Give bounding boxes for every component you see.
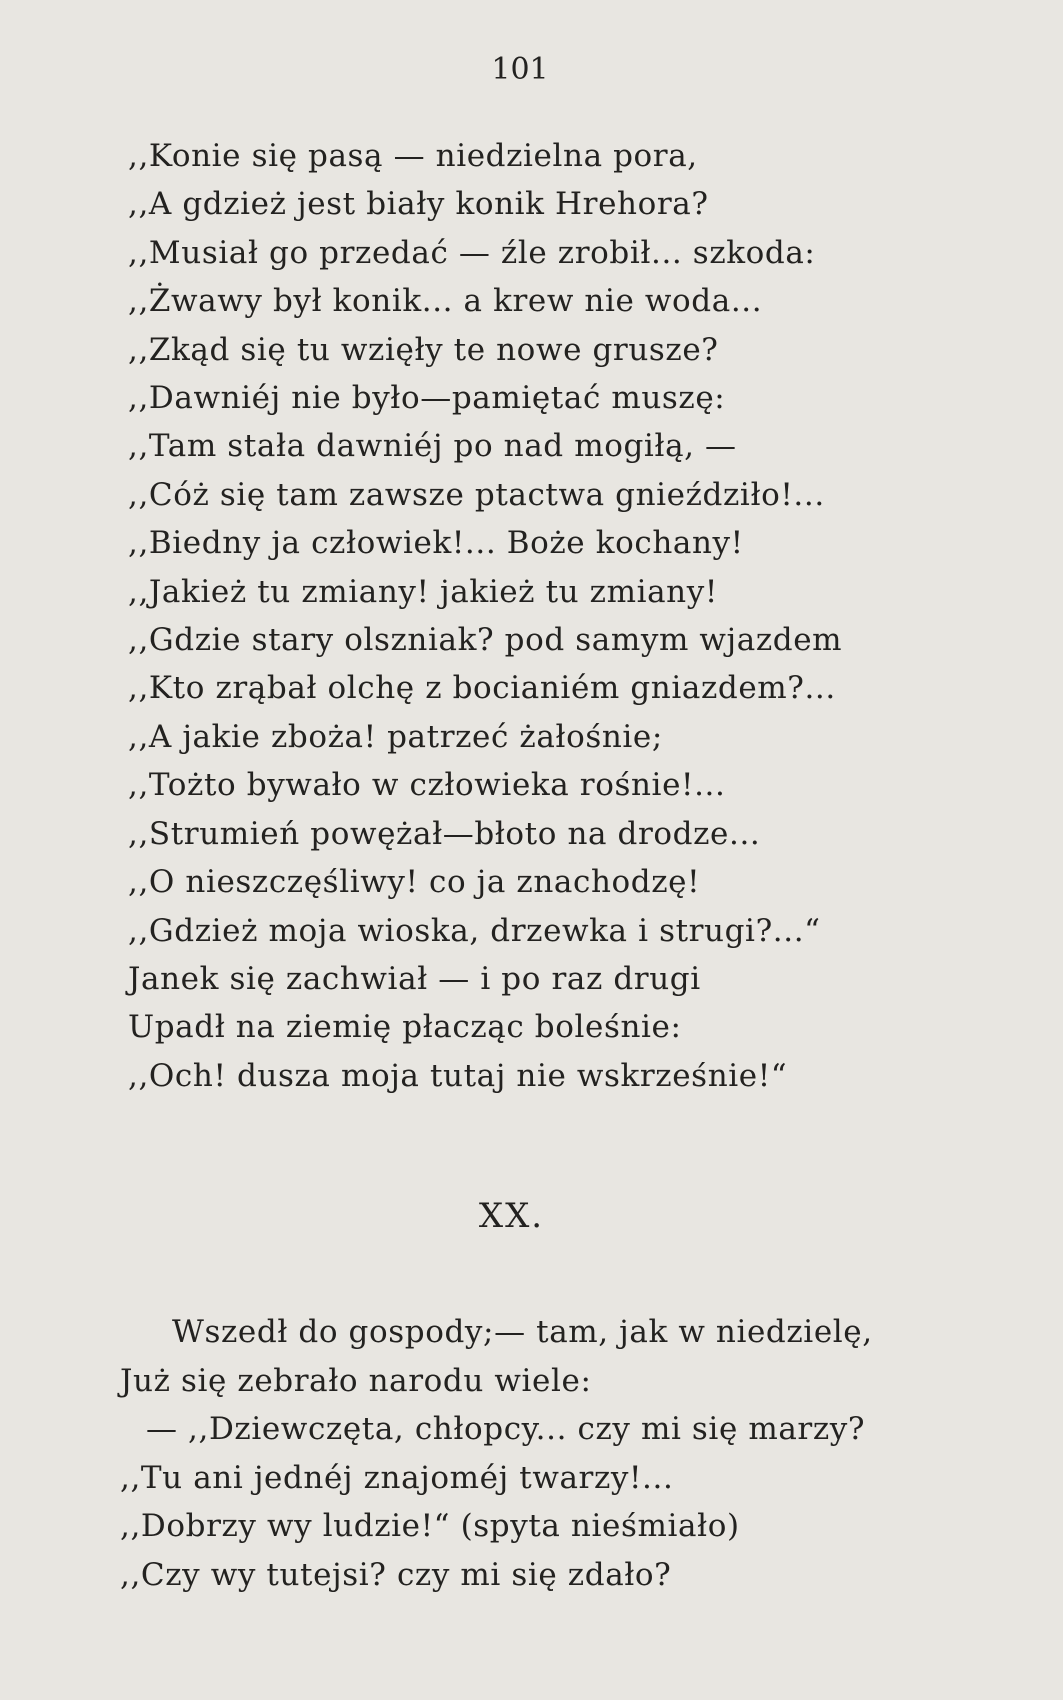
verse-line: Upadł na ziemię płacząc boleśnie: xyxy=(128,1009,682,1046)
verse-line: ,,Czy wy tutejsi? czy mi się zdało? xyxy=(120,1556,672,1593)
verse-line: ,,Och! dusza moja tutaj nie wskrześnie!“ xyxy=(128,1057,788,1094)
verse-line: ,,Strumień powężał—błoto na drodze... xyxy=(128,815,761,852)
verse-line: — ,,Dziewczęta, chłopcy... czy mi się marzy? xyxy=(146,1411,866,1448)
poem-stanza-1 xyxy=(128,132,1003,1100)
verse-line: ,,Konie się pasą — niedzielna pora, xyxy=(128,138,698,174)
verse-line: ,,Dawniéj nie było—pamiętać muszę: xyxy=(128,380,726,417)
verse-line: ,,Gdzież moja wioska, drzewka i strugi?...“ xyxy=(128,912,821,949)
verse-line: ,,Biedny ja człowiek!... Boże kochany! xyxy=(128,525,744,562)
verse-line: ,,Gdzie stary olszniak? pod samym wjazdem xyxy=(128,622,843,659)
verse-line: ,,O nieszczęśliwy! co ja znachodzę! xyxy=(128,864,701,901)
verse-line: ,,Jakież tu zmiany! jakież tu zmiany! xyxy=(128,573,718,610)
verse-line: ,,Kto zrąbał olchę z bocianiém gniazdem?... xyxy=(128,670,836,707)
verse-line: ,,Musiał go przedać — źle zrobił... szkoda: xyxy=(128,234,816,271)
verse-line: Już się zebrało narodu wiele: xyxy=(120,1362,592,1399)
poem-stanza-2 xyxy=(120,1308,1003,1600)
verse-line: Wszedł do gospody;— tam, jak w niedzielę, xyxy=(172,1314,873,1350)
verse-line: ,,Tożto bywało w człowieka rośnie!... xyxy=(128,767,726,804)
verse-line: ,,Żwawy był konik... a krew nie woda... xyxy=(128,283,763,320)
chapter-heading: XX. xyxy=(478,1196,545,1236)
verse-line: ,,Tam stała dawniéj po nad mogiłą, — xyxy=(128,428,737,465)
page-number: 101 xyxy=(491,52,549,87)
verse-line: Janek się zachwiał — i po raz drugi xyxy=(128,960,701,997)
verse-line: ,,A gdzież jest biały konik Hrehora? xyxy=(128,186,709,223)
verse-line: ,,Dobrzy wy ludzie!“ (spyta nieśmiało) xyxy=(120,1508,740,1545)
verse-line: ,,A jakie zboża! patrzeć żałośnie; xyxy=(128,718,663,755)
verse-line: ,,Zkąd się tu wzięły te nowe grusze? xyxy=(128,331,719,368)
verse-line: ,,Cóż się tam zawsze ptactwa gnieździło!... xyxy=(128,476,825,513)
verse-line: ,,Tu ani jednéj znajoméj twarzy!... xyxy=(120,1459,674,1496)
